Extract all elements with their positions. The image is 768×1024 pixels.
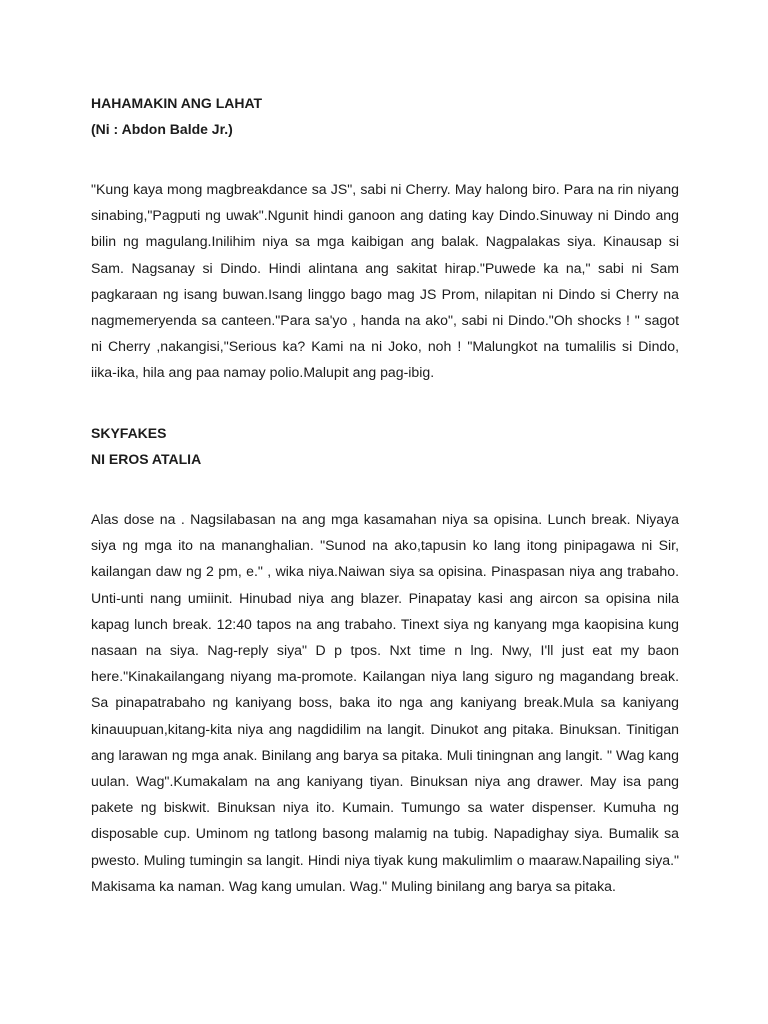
story-2-author: NI EROS ATALIA [91, 451, 202, 467]
story-2-body: Alas dose na . Nagsilabasan na ang mga kasamahan niya sa opisina. Lunch break. Niyaya siya ng mga ito na mananghalian. "Sunod na ako,tapusin ko lang itong pinipagawa ni Sir, kailangan daw ng 2 pm, e." , wika niya.Naiwan siya sa opisina. Pinaspasan niya ang trabaho. Unti-unti nang umiinit. Hinubad niya ang blazer. Pinapatay kasi ang aircon sa opisina nila kapag lunch break. 12:40 tapos na ang trabaho. Tinext siya ng kanyang mga kaopisina kung nasaan na siya. Nag-reply siya" D p tpos. Nxt time n lng. Nwy, I'll just eat my baon here."Kinakailangang niyang ma-promote. Kailangan niya lang siguro ng magandang break. Sa pinapatrabaho ng kaniyang boss, baka ito nga ang kaniyang break.Mula sa kaniyang kinauupuan,kitang-kita niya ang nagdidilim na langit. Dinukot ang pitaka. Binuksan. Tinitigan ang larawan ng mga anak. Binilang ang barya sa pitaka. Muli tiningnan ang langit. " Wag kang uulan. Wag".Kumakalam na ang kaniyang tiyan. Binuksan niya ang drawer. May isa pang pakete ng biskwit. Binuksan niya ito. Kumain. Tumungo sa water dispenser. Kumuha ng disposable cup. Uminom ng tatlong basong malamig na tubig. Napadighay siya. Bumalik sa pwesto. Muling tumingin sa langit. Hindi niya tiyak kung makulimlim o maaraw.Napailing siya." Makisama ka naman. Wag kang umulan. Wag." Muling binilang ang barya sa pitaka. [91, 511, 679, 894]
story-1-author: (Ni : Abdon Balde Jr.) [91, 121, 233, 137]
story-1-title: HAHAMAKIN ANG LAHAT [91, 95, 263, 111]
story-1-body: "Kung kaya mong magbreakdance sa JS", sabi ni Cherry. May halong biro. Para na rin niyang sinabing,"Pagputi ng uwak".Ngunit hindi ganoon ang dating kay Dindo.Sinuway ni Dindo ang bilin ng magulang.Inilihim niya sa mga kaibigan ang balak. Nagpalakas siya. Kinausap si Sam. Nagsanay si Dindo. Hindi alintana ang sakitat hirap."Puwede ka na," sabi ni Sam pagkaraan ng isang buwan.Isang linggo bago mag JS Prom, nilapitan ni Dindo si Cherry na nagmemeryenda sa canteen."Para sa'yo , handa na ako", sabi ni Dindo."Oh shocks ! " sagot ni Cherry ,nakangisi,"Serious ka? Kami na ni Joko, noh ! "Malungkot na tumalilis si Dindo, iika-ika, hila ang paa namay polio.Malupit ang pag-ibig. [91, 181, 679, 381]
story-2-title: SKYFAKES [91, 425, 167, 441]
